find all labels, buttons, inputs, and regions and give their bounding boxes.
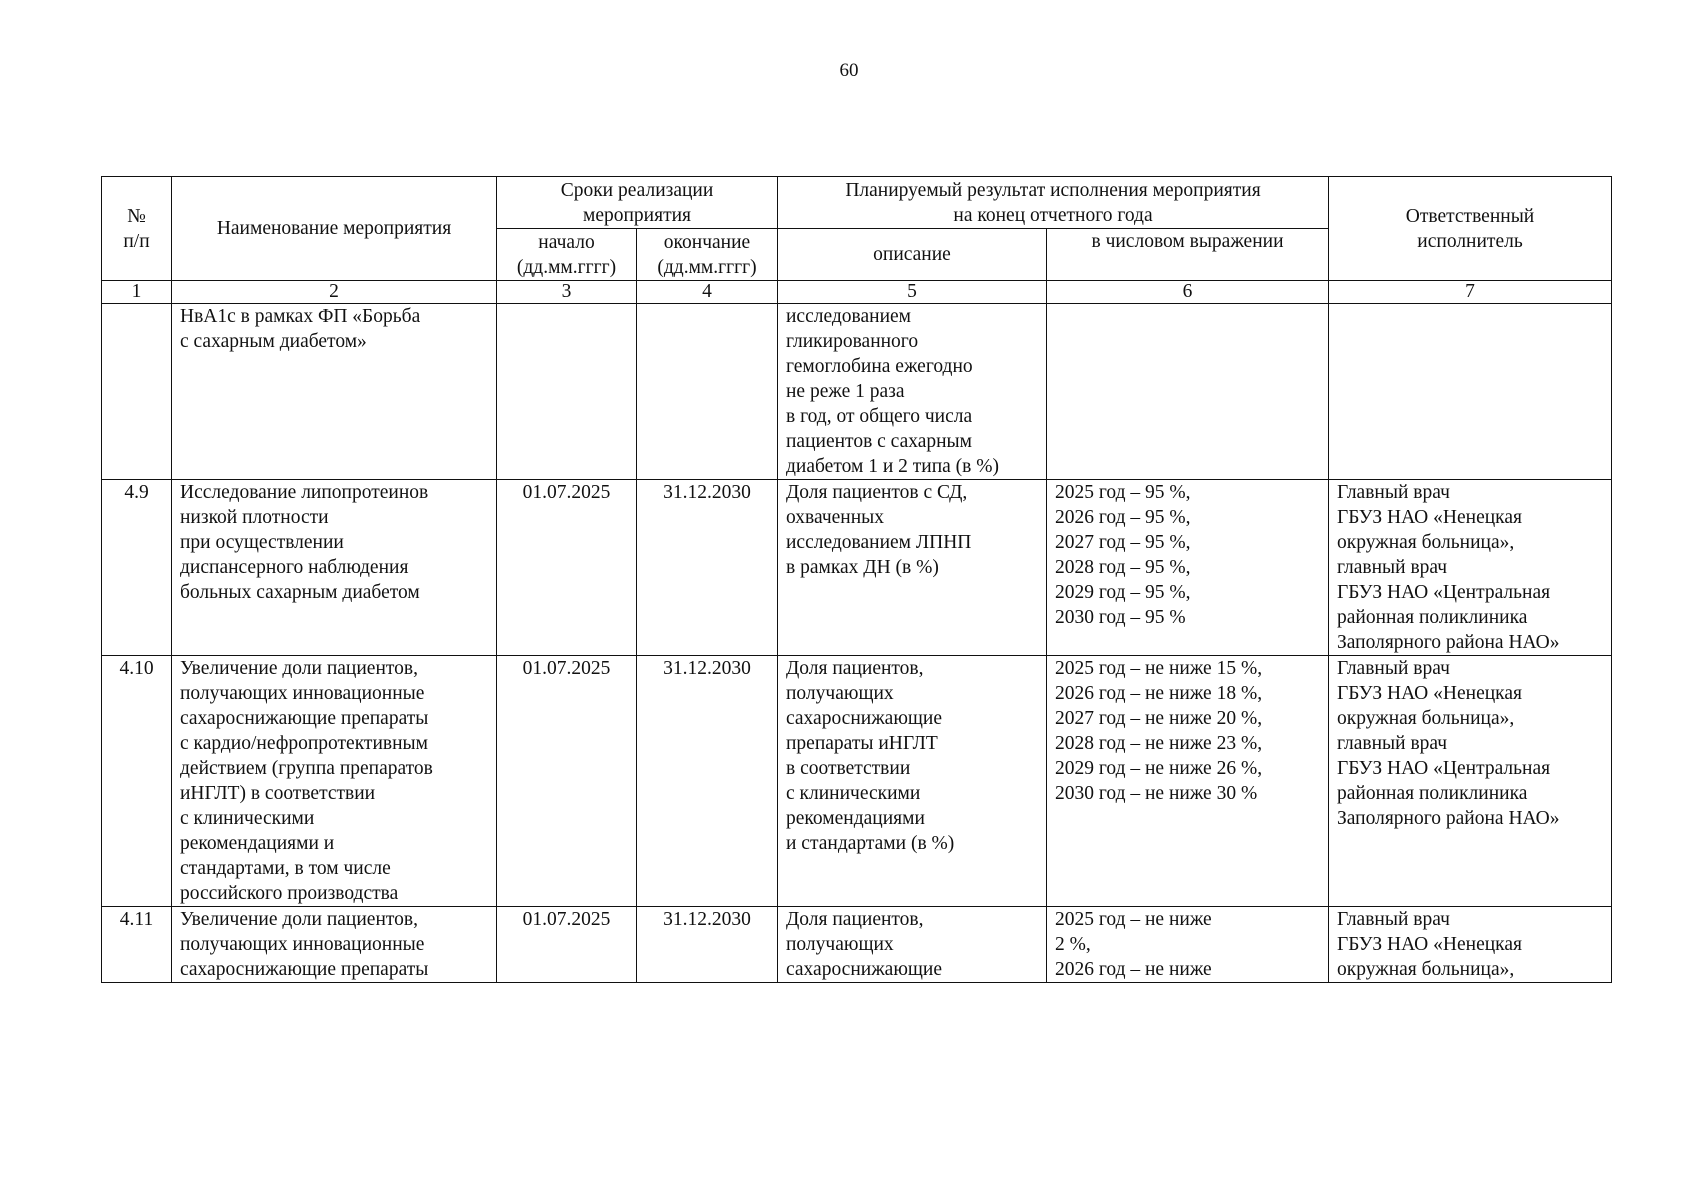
row-numeric: 2025 год – 95 %, 2026 год – 95 %, 2027 год – 95 %, 2028 год – 95 %, 2029 год – 95 %, 2030 год – 95 % — [1047, 480, 1329, 656]
header-number-cell: 5 — [778, 281, 1047, 304]
row-start-date: 01.07.2025 — [497, 907, 637, 983]
measures-table — [101, 176, 1612, 983]
header-number-cell: 3 — [497, 281, 637, 304]
row-number: 4.11 — [102, 907, 172, 983]
table-row — [102, 656, 1612, 907]
row-number: 4.10 — [102, 656, 172, 907]
table-row — [102, 304, 1612, 480]
row-start-date — [497, 304, 637, 480]
header-result: Планируемый результат исполнения мероприятия на конец отчетного года — [778, 177, 1329, 229]
row-end-date: 31.12.2030 — [637, 656, 778, 907]
header-name: Наименование мероприятия — [172, 177, 497, 281]
row-name: Исследование липопротеинов низкой плотности при осуществлении диспансерного наблюдения больных сахарным диабетом — [172, 480, 497, 656]
header-number-cell: 7 — [1329, 281, 1612, 304]
header-number-cell: 4 — [637, 281, 778, 304]
header-number-cell: 6 — [1047, 281, 1329, 304]
row-numeric — [1047, 304, 1329, 480]
row-end-date: 31.12.2030 — [637, 907, 778, 983]
page-number: 60 — [839, 60, 859, 81]
row-responsible: Главный врач ГБУЗ НАО «Ненецкая окружная больница», главный врач ГБУЗ НАО «Центральная районная поликлиника Заполярного района НАО» — [1329, 656, 1612, 907]
row-name: НвА1с в рамках ФП «Борьба с сахарным диабетом» — [172, 304, 497, 480]
row-numeric: 2025 год – не ниже 15 %, 2026 год – не ниже 18 %, 2027 год – не ниже 20 %, 2028 год – не ниже 23 %, 2029 год – не ниже 26 %, 2030 год – не ниже 30 % — [1047, 656, 1329, 907]
table-row — [102, 907, 1612, 983]
header-no: № п/п — [102, 177, 172, 281]
header-numeric: в числовом выражении — [1047, 229, 1329, 281]
header-end: окончание (дд.мм.гггг) — [637, 229, 778, 281]
row-description: Доля пациентов, получающих сахароснижающие препараты иНГЛТ в соответствии с клиническими рекомендациями и стандартами (в %) — [778, 656, 1047, 907]
row-number — [102, 304, 172, 480]
row-responsible: Главный врач ГБУЗ НАО «Ненецкая окружная больница», главный врач ГБУЗ НАО «Центральная районная поликлиника Заполярного района НАО» — [1329, 480, 1612, 656]
row-start-date: 01.07.2025 — [497, 656, 637, 907]
row-description: исследованием гликированного гемоглобина ежегодно не реже 1 раза в год, от общего числа пациентов с сахарным диабетом 1 и 2 типа (в %) — [778, 304, 1047, 480]
header-number-cell: 1 — [102, 281, 172, 304]
table-row — [102, 480, 1612, 656]
row-end-date — [637, 304, 778, 480]
row-responsible — [1329, 304, 1612, 480]
row-responsible: Главный врач ГБУЗ НАО «Ненецкая окружная больница», — [1329, 907, 1612, 983]
row-start-date: 01.07.2025 — [497, 480, 637, 656]
header-start: начало (дд.мм.гггг) — [497, 229, 637, 281]
row-name: Увеличение доли пациентов, получающих инновационные сахароснижающие препараты — [172, 907, 497, 983]
header-responsible: Ответственный исполнитель — [1329, 177, 1612, 281]
header-terms: Сроки реализации мероприятия — [497, 177, 778, 229]
row-description: Доля пациентов с СД, охваченных исследованием ЛПНП в рамках ДН (в %) — [778, 480, 1047, 656]
row-numeric: 2025 год – не ниже 2 %, 2026 год – не ниже — [1047, 907, 1329, 983]
row-end-date: 31.12.2030 — [637, 480, 778, 656]
row-description: Доля пациентов, получающих сахароснижающие — [778, 907, 1047, 983]
header-number-cell: 2 — [172, 281, 497, 304]
row-name: Увеличение доли пациентов, получающих инновационные сахароснижающие препараты с кардио/нефропротективным действием (группа препаратов иНГЛТ) в соответствии с клиническими рекомендациями и стандартами, в том числе российского производства — [172, 656, 497, 907]
header-description: описание — [778, 229, 1047, 281]
row-number: 4.9 — [102, 480, 172, 656]
